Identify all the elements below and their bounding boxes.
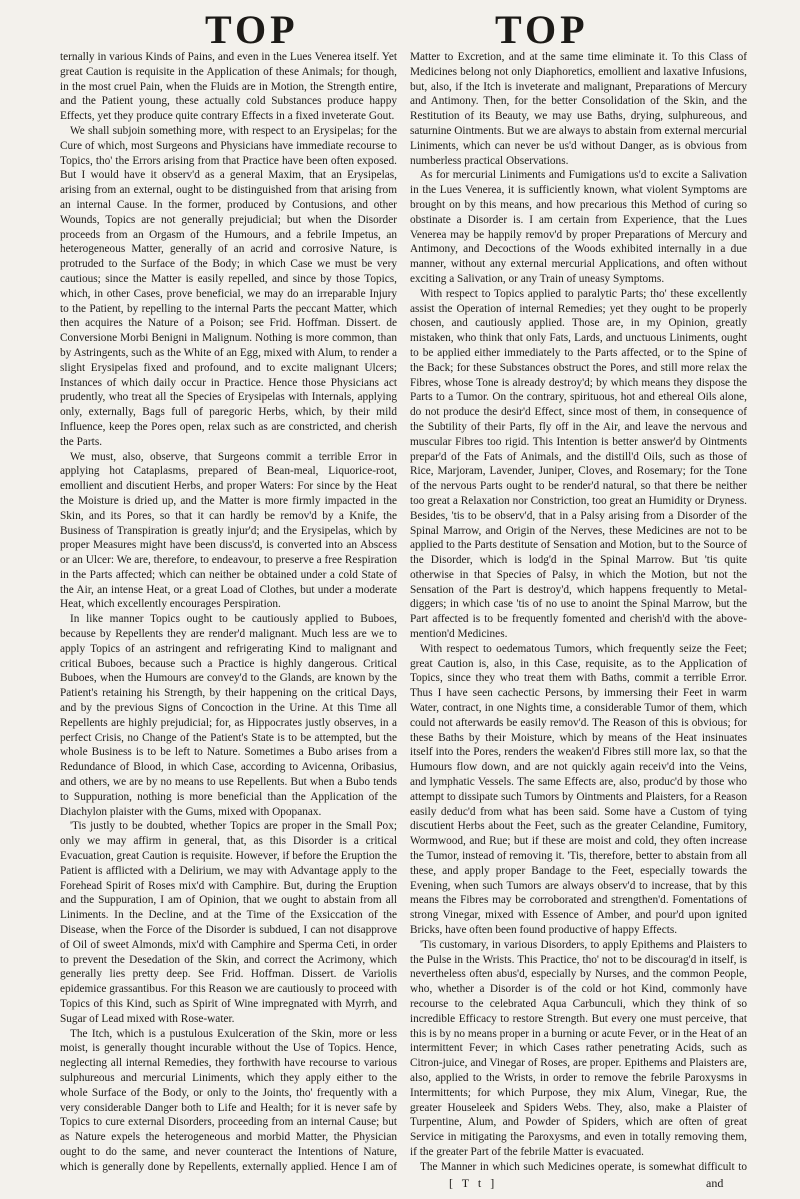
paragraph: With respect to oedematous Tumors, which frequently seize the Feet; great Caution is, also, in this Case, requisite, as to the Application of Topics, since they who treat them with Baths, commit a terrible Error. Thus I have seen cachectic Persons, by immersing their Feet in warm Water, contract, in one Nights time, a considerable Tumor of them, which could not afterwards be easily remov'd. The Reason of this is obvious; for these Baths by their Moisture, which by means of the Heat insinuates itself into the Pores, renders the weaken'd Fibres still more lax, so that the Humours flow down, and are not quickly again receiv'd into the Veins, and lymphatic Vessels. The same Effects are, also, produc'd by those who attempt to dissipate such Tumors by Ointments and Plaisters, for a Reason easily deduc'd from what has been said. Some have a Custom of tying discutient Herbs about the Feet, such as the greater Celandine, Fumitory, Wormwood, and Rue; but if these are moist and cold, they often increase the Tumor, instead of removing it. 'Tis, therefore, better to abstain from all these, and apply proper Bandage to the Feet, especially towards the Evening, when such Tumors are always observ'd to increase, that by this means the Fibres may be corroborated and strengthen'd. Fomentations of strong Vinegar, mixed with Essence of Amber, and pour'd upon ignited Bricks, have often been found productive of happy Effects. xyxy=(410,642,747,937)
catchword: and xyxy=(706,1176,724,1190)
paragraph: As for mercurial Liniments and Fumigations us'd to excite a Salivation in the Lues Venerea, it is sufficiently known, what violent Symptoms are brought on by this means, and how precarious this Method of curing so obstinate a Disorder is. I am certain from Experience, that the Lues Venerea may be happily remov'd by proper Preparations of Mercury and Antimony, and Decoctions of the Woods exhibited internally in a due manner, without any external mercurial Applications, and often without exciting a Salivation, or any Train of uneasy Symptoms. xyxy=(410,169,747,285)
paragraph: Matter to Excretion, and at the same time eliminate it. To this Class of Medicines belong not only Diaphoretics, emollient and laxative Infusions, but, also, if the Itch is inveterate and malignant, Preparations of Mercury and Antimony. Then, for the better Consolidation of the Skin, and the Restitution of its Beauty, we may use Baths, drying, sulphureous, and saturnine Ointments. But we are always to abstain from external mercurial Liniments, which can never be us'd without Danger, as is obvious from numberless practical Observations. xyxy=(410,51,747,167)
paragraph: 'Tis justly to be doubted, whether Topics are proper in the Small Pox; only we may affirm in general, that, as this Disorder is a critical Evacuation, great Caution is requisite. However, if before the Eruption the Patient is afflicted with a Delirium, we may with Advantage apply to the Forehead Spirit of Roses mix'd with Camphire. But, during the Eruption and the Suppuration, I am of Opinion, that we ought to abstain from all Liniments. In the Decline, and at the Time of the Exsiccation of the Disease, when the Force of the Disorder is subdued, I can not disapprove of Oil of sweet Almonds, mix'd with Camphire and Sperma Ceti, in order to prevent the Desedation of the Skin, and correct the Acrimony, which generally lies pretty deep. See Frid. Hoffman. Dissert. de Variolis epidemice grassantibus. For this Reason we are cautiously to proceed with Topics of this Kind, such as Spirit of Wine impregnated with Myrrh, and Sugar of Lead mixed with Rose-water. xyxy=(60,820,397,1025)
paragraph: The Itch, which is a pustulous Exulceration of the Skin, more or less moist, is generally thought incurable without the Use of Topics. Hence, neglecting all internal Remedies, they forthwith have recourse to various sulphureous and mercurial Liniments, which they apply either to the whole Surface of the Body, or only to the Joints, tho' frequently with a very considerable Danger both to Life and Health; for it is never safe by Topics to cure external Disorders, proceeding from an internal Cause; but as Nature expels the heterogeneous and morbid Matter, the Physician ought to do the same, and never counteract the Intentions of Nature, which is generally done by Repellents, externally applied. Hence I am of xyxy=(60,1027,397,1173)
paragraph: In like manner Topics ought to be cautiously applied to Buboes, because by Repellents they are render'd malignant. Much less are we to apply Topics of an astringent and refrigerating Kind to malignant and critical Buboes, because such a Practice is highly dangerous. Critical Buboes, when the Humours are convey'd to the Glands, are known by the Patient's retaining his Strength, by their happening on the critical Days, and by the previous Signs of Concoction in the Urine. At this Time all Repellents are highly prejudicial; for, as Hippocrates justly observes, in a perfect Crisis, no Change of the Patient's State is to be attempted, but the whole Business is to be left to Nature. Sometimes a Bubo arises from a Redundance of Blood, in which Case, according to Avicenna, Oribasius, and others, we are by no means to use Repellents. But when a Bubo tends to Suppuration, nothing is more beneficial than the Application of the Diachylon plaister with the Gums, mixed with Opopanax. xyxy=(60,613,397,818)
signature-mark: [ T t ] xyxy=(449,1176,498,1190)
paragraph: With respect to Topics applied to paralytic Parts; tho' these excellently assist the Operation of internal Remedies; yet they ought to be properly chosen, and cautiously applied. Those are, in my Opinion, greatly mistaken, who think that only Fats, Lards, and unctuous Liniments, ought to be applied either immediately to the Parts affected, or to the Spine of the Back; for these Substances obstruct the Pores, and still more relax the Fibres, whose Tone is already destroy'd; by which means they dispose the Parts to a Tumor. On the contrary, spirituous, hot and ethereal Oils alone, do not produce the desir'd Effect, since most of them, in consequence of the Subtility of their Parts, fly off in the Air, and leave the nervous and muscular Fibres too rigid. This Intention is better answer'd by Ointments prepar'd of the Fats of Animals, and the distill'd Oils, such as those of Rice, Marjoram, Lavender, Juniper, Cloves, and Rosemary; for the Tone of the nervous Parts ought to be render'd natural, so that there be neither too great a Relaxation nor Constriction, too great an Humidity or Dryness. Besides, 'tis to be observ'd, that in a Palsy arising from a Disorder of the Spinal Marrow, and Origin of the Nerves, these Medicines are not to be applied to the Parts destitute of Sensation and Motion, but to the Source of the Disorder, which is lodg'd in the Spinal Marrow. But 'tis quite otherwise in that Species of Palsy, in which the Motion, but not the Sensation of the Part is destroy'd, which happens frequently to Metal-diggers; in which case 'tis of no use to anoint the Spinal Marrow, but the Part affected is to be frequently fomented and cherish'd with the above-mention'd Medicines. xyxy=(410,287,747,641)
right-text-column xyxy=(410,50,747,1175)
left-text-column xyxy=(60,50,397,1175)
left-headword: TOP xyxy=(205,7,299,52)
paragraph: We shall subjoin something more, with respect to an Erysipelas; for the Cure of which, most Surgeons and Physicians have immediate recourse to Topics, tho' the Errors arising from that Practice have been often exposed. But I would have it observ'd as a general Maxim, that an Erysipelas, arising from an external, ought to be distinguished from that arising from an internal Cause. In the former, produced by Contusions, and other Wounds, Topics are not generally prejudicial; but when the Disorder proceeds from an Orgasm of the Humours, and a febrile Impetus, an heterogeneous Matter, generally of an acrid and corrosive Nature, is protruded to the Surface of the Body; in which Case we must be very cautious; since the Matter is easily repelled, and since by those Topics, which, in other Cases, prove beneficial, we may do an irreparable Injury to the Patient, by repelling to the internal Parts the peccant Matter, which then acquires the Nature of a Poison; see Frid. Hoffman. Dissert. de Conversione Morbi Benigni in Malignum. Nothing is more common, than by Astringents, such as the White of an Egg, mixed with Alum, to render a slight Erysipelas fixed and profound, and to excite malignant Ulcers; Instances of which daily occur in Practice. Hence those Physicians act prudently, who treat all the Species of Erysipelas with Internals, applying only, externally, Bags full of paregoric Herbs, which, by their mild Influence, keep the Pores open, relax such as are constricted, and cherish the Parts. xyxy=(60,124,397,448)
paragraph: ternally in various Kinds of Pains, and even in the Lues Venerea itself. Yet great Caution is requisite in the Application of these Animals; for though, in the most cruel Pain, when the Fluids are in Motion, the Strength entire, and the Patient young, these actually cold Substances produce happy Effects, yet they produce quite contrary Effects in a fixed inveterate Gout. xyxy=(60,51,397,123)
paragraph: 'Tis customary, in various Disorders, to apply Epithems and Plaisters to the Pulse in the Wrists. This Practice, tho' not to be discourag'd in itself, is nevertheless often abus'd, especially by Nurses, and the common People, who, whether a Disorder is of the cold or hot Kind, commonly have recourse to the celebrated Aqua Carbunculi, which they think of so incredible Efficacy to restore Strength. But every one must perceive, that this is by no means proper in a burning or acute Fever, or in the Heat of an intermittent Fever; in which Cases rather penetrating Acids, such as Citron-juice, and Vinegar of Roses, are proper. Epithems and Plaisters are, also, applied to the Wrists, in order to remove the febrile Paroxysms in Intermittents; for which Purpose, they mix Alum, Vinegar, Rue, the greater Houseleek and Spiders Webs. They, also, make a Plaister of Turpentine, Alum, and Powder of Spiders, which are often of great Service in mitigating the Paroxysms, and even in totally removing them, if the greater Part of the febrile Matter is evacuated. xyxy=(410,938,747,1158)
paragraph: We must, also, observe, that Surgeons commit a terrible Error in applying hot Cataplasms, prepared of Bean-meal, Liquorice-root, emollient and discutient Herbs, and proper Waters: For since by the Heat the Moisture is dried up, and the Matter is more firmly impacted in the Skin, and its Pores, so that it can hardly be remov'd by a Knife, the Business of Transpiration is greatly injur'd; and the Erysipelas, which by proper Measures might have been discuss'd, is converted into an Abscess or an Ulcer: We are, therefore, to endeavour, to preserve a free Respiration in the Parts affected; which can neither be obtained under a cold State of the Air, an intense Heat, or a great Load of Clothes, but under a moderate Heat, which excellently encourages Perspiration. xyxy=(60,450,397,611)
right-headword: TOP xyxy=(495,7,589,52)
page-footer xyxy=(0,1176,800,1196)
paragraph: The Manner in which such Medicines operate, is somewhat difficult to xyxy=(420,1160,747,1173)
